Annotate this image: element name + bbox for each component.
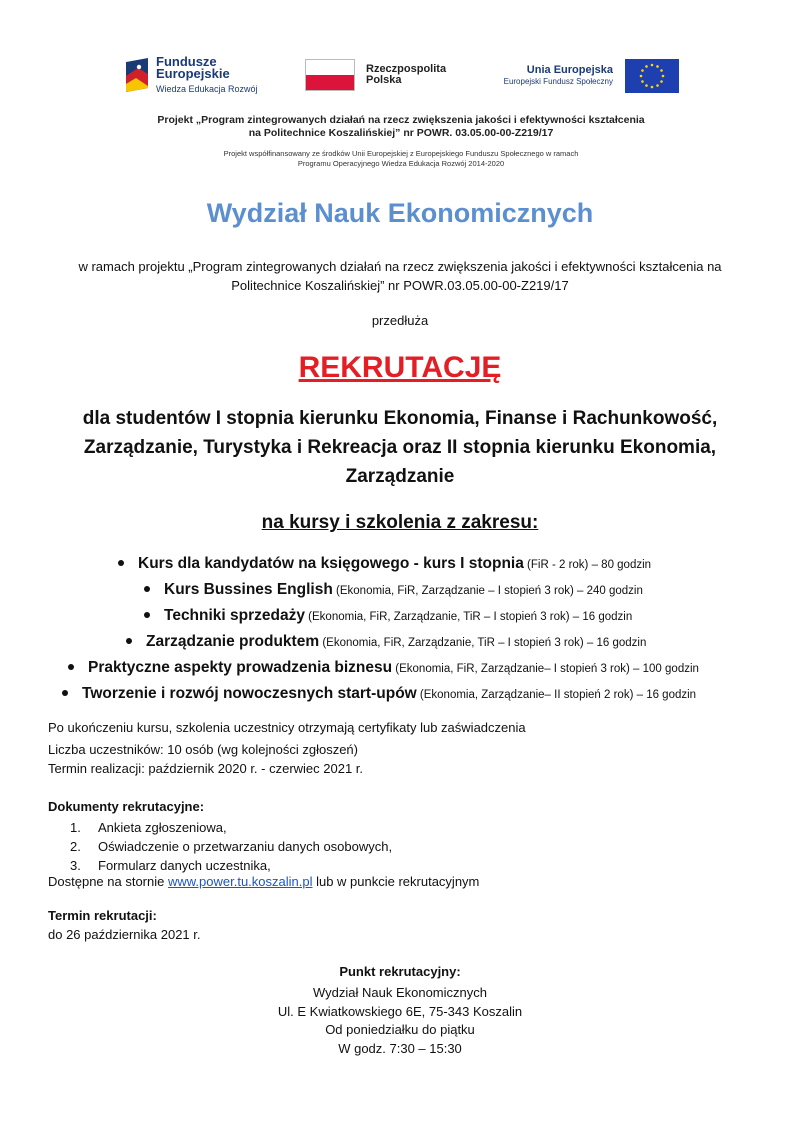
list-item <box>70 837 392 856</box>
fundusze-europejskie-logo-icon <box>124 58 150 92</box>
fe-logo-line2: Europejskie <box>156 66 230 81</box>
doc-num: 2. <box>70 839 81 854</box>
eu-star-icon <box>660 80 663 83</box>
eu-star-icon <box>641 69 644 72</box>
intro-paragraph <box>40 257 760 295</box>
fe-logo-line1: Fundusze <box>156 54 217 69</box>
eu-star-icon <box>656 65 659 68</box>
rzeczpospolita-text <box>366 64 446 86</box>
eu-flag-icon <box>625 59 679 93</box>
eu-star-icon <box>645 84 648 87</box>
course-name: Kurs dla kandydatów na księgowego - kurs I stopnia <box>138 555 524 572</box>
course-details: (FiR - 2 rok) – 80 godzin <box>523 559 652 571</box>
course-name: Kurs Bussines English <box>164 581 333 598</box>
cofin-line1: Projekt współfinansowany ze środków Unii Europejskiej z Europejskiego Funduszu Społecznego w ramach <box>223 149 579 158</box>
pl-text-line1: Rzeczpospolita <box>366 63 447 75</box>
bullet-icon <box>68 664 74 670</box>
course-details: (Ekonomia, FiR, Zarządzanie – I stopień 3 rok) – 240 godzin <box>332 585 643 597</box>
audience-text <box>60 404 740 491</box>
eu-star-icon <box>662 75 665 78</box>
point-line3: Od poniedziałku do piątku <box>325 1022 475 1037</box>
course-name: Techniki sprzedaży <box>164 607 305 624</box>
doc-num: 3. <box>70 858 81 873</box>
point-line1: Wydział Nauk Ekonomicznych <box>312 985 487 1000</box>
audience-line1: dla studentów I stopnia kierunku Ekonomia, Finanse i Rachunkowość, <box>82 408 718 429</box>
doc-text: Oświadczenie o przetwarzaniu danych osobowych, <box>98 839 393 854</box>
course-details: (Ekonomia, Zarządzanie– II stopień 2 rok) – 16 godzin <box>416 689 697 701</box>
page-title: Wydział Nauk Ekonomicznych <box>206 198 594 228</box>
course-details: (Ekonomia, FiR, Zarządzanie– I stopień 3 rok) – 100 godzin <box>392 663 699 675</box>
eu-star-icon <box>656 84 659 87</box>
extends-text: przedłuża <box>371 313 429 328</box>
eu-star-icon <box>651 86 654 89</box>
logo-banner <box>98 40 704 182</box>
bullet-icon <box>126 638 132 644</box>
project-title <box>98 114 704 140</box>
term-value: październik 2020 r. - czerwiec 2021 r. <box>144 761 364 776</box>
doc-text: Formularz danych uczestnika, <box>98 858 271 873</box>
list-item <box>62 685 696 703</box>
eu-star-icon <box>645 65 648 68</box>
bullet-icon <box>144 612 150 618</box>
fundusze-europejskie-text <box>156 56 258 95</box>
available-suffix: lub w punkcie rekrutacyjnym <box>312 874 480 889</box>
eu-star-icon <box>641 80 644 83</box>
bullet-icon <box>62 690 68 696</box>
course-name: Tworzenie i rozwój nowoczesnych start-upów <box>82 685 417 702</box>
cofin-line2: Programu Operacyjnego Wiedza Edukacja Rozwój 2014-2020 <box>297 159 505 168</box>
pl-text-line2: Polska <box>366 74 402 86</box>
course-details: (Ekonomia, FiR, Zarządzanie, TiR – I stopień 3 rok) – 16 godzin <box>319 637 647 649</box>
list-item <box>144 607 632 625</box>
course-name: Praktyczne aspekty prowadzenia biznesu <box>88 659 393 676</box>
intro-line2: Politechnice Koszalińskiej” nr POWR.03.05.00-00-Z219/17 <box>231 278 569 293</box>
list-item <box>68 659 699 677</box>
project-line1: Projekt „Program zintegrowanych działań na rzecz zwiększenia jakości i efektywności kształcenia <box>157 114 645 126</box>
project-line2: na Politechnice Koszalińskiej” nr POWR. 03.05.00-00-Z219/17 <box>248 127 554 139</box>
availability-text <box>48 872 479 891</box>
certificate-text: Po ukończeniu kursu, szkolenia uczestnicy otrzymają certyfikaty lub zaświadczenia <box>48 720 526 735</box>
documents-list <box>70 818 392 875</box>
term-label: Termin realizacji: <box>48 761 145 776</box>
eu-star-icon <box>651 64 654 67</box>
participants-text: Liczba uczestników: 10 osób (wg kolejności zgłoszeń) <box>48 742 358 757</box>
available-prefix: Dostępne na stornie <box>48 874 168 889</box>
deadline-heading: Termin rekrutacji: <box>48 908 157 923</box>
intro-line1: w ramach projektu „Program zintegrowanych działań na rzecz zwiększenia jakości i efektywności kształcenia na <box>78 259 722 274</box>
eu-text-main: Unia Europejska <box>526 64 613 76</box>
recruitment-heading: REKRUTACJĘ <box>298 351 502 384</box>
list-item <box>70 818 392 837</box>
audience-line3: Zarządzanie <box>345 466 455 487</box>
point-line4: W godz. 7:30 – 15:30 <box>338 1041 462 1056</box>
eu-star-icon <box>660 69 663 72</box>
poland-flag-icon <box>305 59 355 91</box>
course-details: (Ekonomia, FiR, Zarządzanie, TiR – I stopień 3 rok) – 16 godzin <box>304 611 633 623</box>
point-line2: Ul. E Kwiatkowskiego 6E, 75-343 Koszalin <box>277 1004 523 1019</box>
bullet-icon <box>118 560 124 566</box>
eu-star-icon <box>640 75 643 78</box>
doc-text: Ankieta zgłoszeniowa, <box>98 820 227 835</box>
deadline-value: do 26 października 2021 r. <box>48 927 201 942</box>
list-item <box>144 581 643 599</box>
recruitment-point-heading: Punkt rekrutacyjny: <box>339 964 461 979</box>
website-link[interactable]: www.power.tu.koszalin.pl <box>167 874 313 889</box>
eu-text <box>483 64 613 88</box>
fe-logo-sub: Wiedza Edukacja Rozwój <box>156 84 258 94</box>
list-item <box>118 555 651 573</box>
doc-num: 1. <box>70 820 81 835</box>
documents-heading: Dokumenty rekrutacyjne: <box>48 799 205 814</box>
eu-text-sub: Europejski Fundusz Społeczny <box>503 77 613 86</box>
cofinancing-note <box>98 149 704 169</box>
bullet-icon <box>144 586 150 592</box>
logo-row <box>98 52 704 100</box>
courses-heading: na kursy i szkolenia z zakresu: <box>261 512 539 533</box>
term-text <box>48 759 363 778</box>
course-name: Zarządzanie produktem <box>146 633 320 650</box>
list-item <box>126 633 646 651</box>
audience-line2: Zarządzanie, Turystyka i Rekreacja oraz II stopnia kierunku Ekonomia, <box>83 437 717 458</box>
